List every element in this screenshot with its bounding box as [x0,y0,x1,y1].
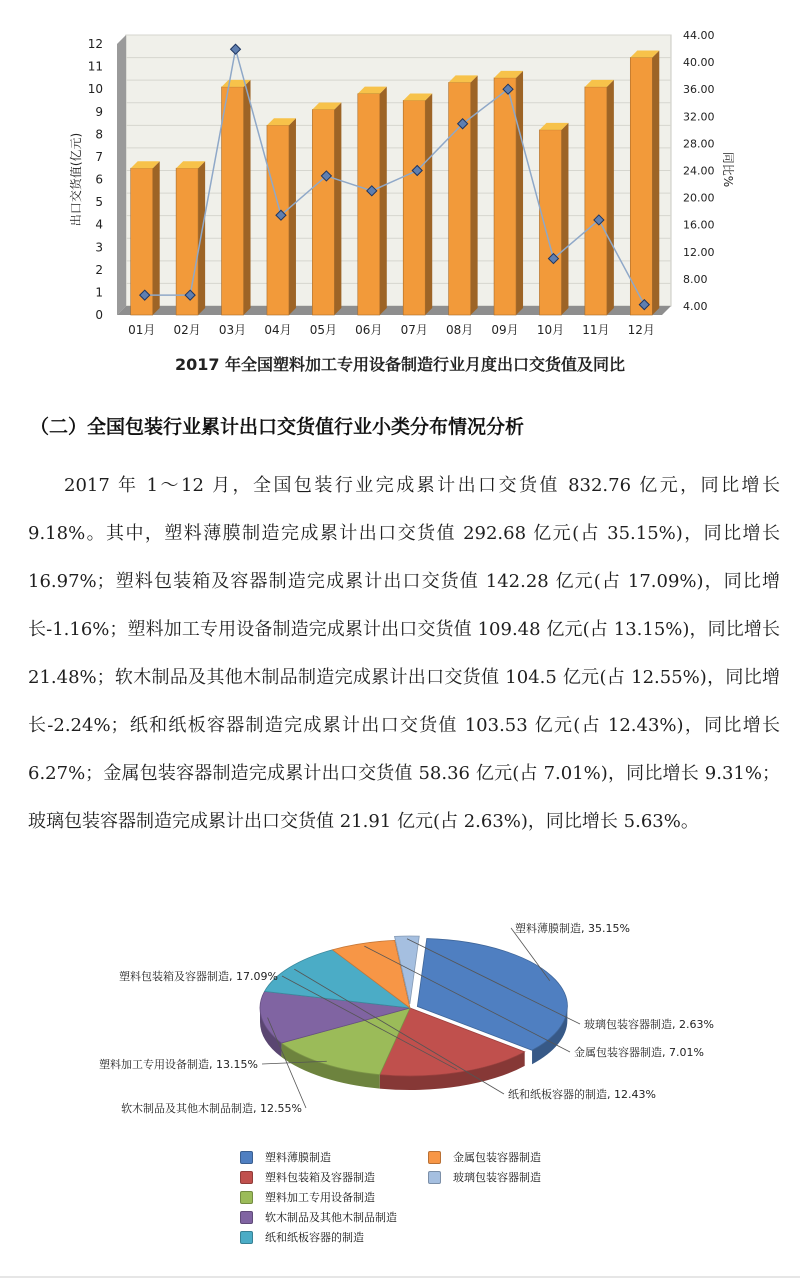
y-tick-label: 5 [95,195,103,210]
legend-item [428,1148,541,1166]
x-tick-label: 09月 [491,323,519,337]
x-tick-label: 01月 [128,323,156,337]
legend-item [240,1208,397,1226]
x-tick-label: 02月 [173,323,201,337]
legend-item [240,1168,375,1186]
x-tick-label: 04月 [264,323,292,337]
legend-label: 玻璃包装容器制造 [453,1171,541,1184]
y2-tick-label: 40.00 [683,56,715,70]
y-tick-label: 2 [95,262,103,277]
legend-item [240,1228,364,1246]
legend-label: 软木制品及其他木制品制造 [265,1211,397,1224]
y2-tick-label: 32.00 [683,110,715,124]
y-tick-label: 12 [87,37,103,51]
bar [449,75,478,315]
pie-slice-label: 塑料包装箱及容器制造, 17.09% [119,970,278,983]
bar [403,93,432,315]
x-tick-label: 06月 [355,323,383,337]
legend-swatch [240,1171,253,1184]
chart-caption: 2017 年全国塑料加工专用设备制造行业月度出口交货值及同比 [174,355,626,374]
monthly-export-bar-chart [0,0,800,345]
legend-label: 纸和纸板容器的制造 [265,1231,364,1244]
pie-slice-label: 玻璃包装容器制造, 2.63% [584,1018,714,1031]
legend-item [428,1168,541,1186]
x-tick-label: 08月 [445,323,474,337]
legend-item [240,1188,375,1206]
x-tick-label: 07月 [400,323,428,337]
y2-tick-label: 28.00 [683,137,715,151]
bar [630,51,659,315]
y-axis-title: 出口交货值(亿元) [69,132,83,227]
analysis-paragraph: 2017 年 1～12 月，全国包装行业完成累计出口交货值 832.76 亿元，同比增长 9.18%。其中，塑料薄膜制造完成累计出口交货值 292.68 亿元(占 35.15%)，同比增长 16.97%；塑料包装箱及容器制造完成累计出口交货值 142.28 亿元(占 17.09%)，同比增长-1.16%；塑料加工专用设备制造完成累计出口交货值 109.48 亿元(占 13.15%)，同比增长 21.48%；软木制品及其他木制品制造完成累计出口交货值 104.5 亿元(占 12.55%)，同比增长-2.24%；纸和纸板容器制造完成累计出口交货值 103.53 亿元(占 12.43%)，同比增长 6.27%；金属包装容器制造完成累计出口交货值 58.36 亿元(占 7.01%)，同比增长 9.31%；玻璃包装容器制造完成累计出口交货值 21.91 亿元(占 2.63%)，同比增长 5.63%。 [28,475,780,832]
pie-slice-label: 软木制品及其他木制品制造, 12.55% [121,1102,302,1115]
y2-tick-label: 8.00 [683,272,708,286]
bar [494,71,523,315]
pie-slice-label: 塑料薄膜制造, 35.15% [515,922,630,935]
legend-swatch [240,1191,253,1204]
y2-tick-label: 4.00 [683,300,708,313]
bar [585,80,614,315]
x-tick-label: 05月 [309,323,338,337]
legend-swatch [428,1171,441,1184]
y-tick-label: 1 [95,285,103,300]
legend-label: 金属包装容器制造 [453,1151,541,1164]
y2-tick-label: 24.00 [683,164,715,178]
y2-tick-label: 44.00 [683,29,715,42]
legend-label: 塑料包装箱及容器制造 [265,1171,375,1184]
x-tick-label: 03月 [218,323,247,337]
y-tick-label: 0 [95,308,103,322]
y2-tick-label: 12.00 [683,245,715,259]
bar [312,102,341,315]
x-tick-label: 11月 [582,323,610,337]
x-tick-label: 10月 [536,323,565,337]
y2-tick-label: 36.00 [683,83,715,97]
pie-slice-label: 塑料加工专用设备制造, 13.15% [99,1058,258,1071]
y-tick-label: 10 [87,82,103,97]
bar [539,123,568,315]
legend-swatch [240,1231,253,1244]
legend-swatch [240,1211,253,1224]
pie-slice-label: 金属包装容器制造, 7.01% [574,1046,704,1059]
bar [358,87,387,315]
page-divider [0,1276,800,1278]
category-share-pie-chart [0,900,800,1145]
y-tick-label: 8 [95,127,103,142]
pie-legend [240,1148,640,1248]
legend-item [240,1148,331,1166]
y2-tick-label: 20.00 [683,191,715,205]
y-tick-label: 3 [95,240,103,255]
section-heading: （二）全国包装行业累计出口交货值行业小类分布情况分析 [30,416,525,438]
legend-swatch [240,1151,253,1164]
y-tick-label: 4 [95,217,103,232]
y-tick-label: 7 [95,149,103,164]
bar [222,80,251,315]
y-tick-label: 11 [87,59,103,74]
y2-tick-label: 16.00 [683,218,715,232]
pie-slice-label: 纸和纸板容器的制造, 12.43% [508,1088,656,1101]
y-tick-label: 9 [95,104,103,119]
legend-label: 塑料薄膜制造 [265,1151,331,1164]
y-tick-label: 6 [95,172,103,187]
legend-label: 塑料加工专用设备制造 [265,1191,375,1204]
legend-swatch [428,1151,441,1164]
x-tick-label: 12月 [627,323,655,337]
plot-left-wall [117,35,126,315]
y2-axis-title: 同比% [721,151,735,188]
